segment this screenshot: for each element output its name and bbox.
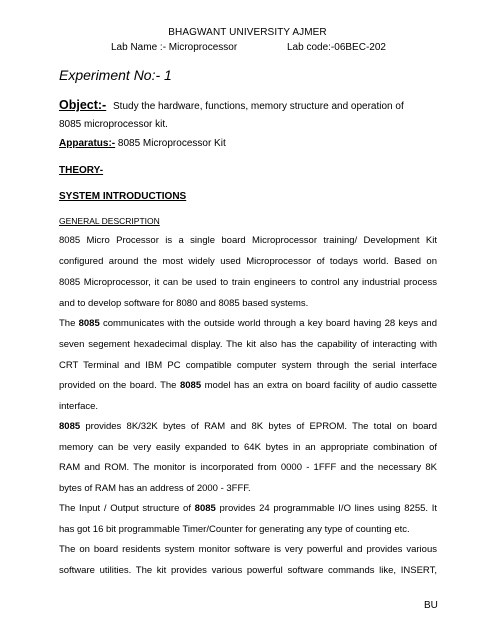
system-introductions-heading: SYSTEM INTRODUCTIONS xyxy=(59,191,187,202)
apparatus-text: 8085 Microprocessor Kit xyxy=(115,138,226,149)
bold-8085: 8085 xyxy=(194,503,216,514)
apparatus-label: Apparatus:- xyxy=(59,138,116,149)
para2-line3: CRT Terminal and IBM PC compatible computer system through the serial interface xyxy=(59,360,437,371)
page-footer: BU xyxy=(424,600,438,611)
para4-line1: The Input / Output structure of 8085 provides 24 programmable I/O lines using 8255. It xyxy=(59,503,438,514)
university-header: BHAGWANT UNIVERSITY AJMER xyxy=(168,27,327,38)
lab-code: Lab code:-06BEC-202 xyxy=(287,42,386,53)
apparatus-section xyxy=(59,138,226,149)
lab-name: Lab Name :- Microprocessor xyxy=(111,42,238,53)
para4-line2: has got 16 bit programmable Timer/Counter for generating any type of counting etc. xyxy=(59,524,410,535)
para2-line4: provided on the board. The 8085 model has an extra on board facility of audio cassette xyxy=(59,380,438,391)
para2-line1: The 8085 communicates with the outside world through a key board having 28 keys and xyxy=(59,318,437,329)
para3-line2: memory can be very easily expanded to 64K bytes in an appropriate combination of xyxy=(59,442,437,453)
para3-line4: bytes of RAM has an address of 2000 - 3FFF. xyxy=(59,483,251,494)
para1-line4: and to develop software for 8080 and 8085 based systems. xyxy=(59,298,309,309)
para5-line2: software utilities. The kit provides various powerful software commands like, INSERT, xyxy=(59,565,437,576)
bold-8085: 8085 xyxy=(59,421,81,432)
para3-line3: RAM and ROM. The monitor is incorporated from 0000 - 1FFF and the necessary 8K xyxy=(59,462,437,473)
experiment-title: Experiment No:- 1 xyxy=(59,67,172,83)
para2-line5: interface. xyxy=(59,401,99,412)
object-text-line2: 8085 microprocessor kit. xyxy=(59,119,168,130)
para1-line2: configured around the most widely used Microprocessor of todays world. Based on xyxy=(59,256,437,267)
bold-8085: 8085 xyxy=(179,380,202,391)
para1-line3: 8085 Microprocessor, it can be used to train engineers to control any industrial process xyxy=(59,277,437,288)
object-text-line1: Study the hardware, functions, memory structure and operation of xyxy=(113,101,404,112)
para3-line1: 8085 provides 8K/32K bytes of RAM and 8K bytes of EPROM. The total on board xyxy=(59,421,437,432)
theory-heading: THEORY- xyxy=(59,165,104,176)
object-section xyxy=(59,96,444,134)
para1-line1: 8085 Micro Processor is a single board Microprocessor training/ Development Kit xyxy=(59,235,437,246)
bold-8085: 8085 xyxy=(78,318,100,329)
object-label: Object:- xyxy=(59,98,107,112)
para2-line2: seven segement hexadecimal display. The kit also has the capability of interacting with xyxy=(59,339,437,350)
general-description-heading: GENERAL DESCRIPTION xyxy=(59,216,160,226)
para5-line1: The on board residents system monitor software is very powerful and provides various xyxy=(59,544,437,555)
